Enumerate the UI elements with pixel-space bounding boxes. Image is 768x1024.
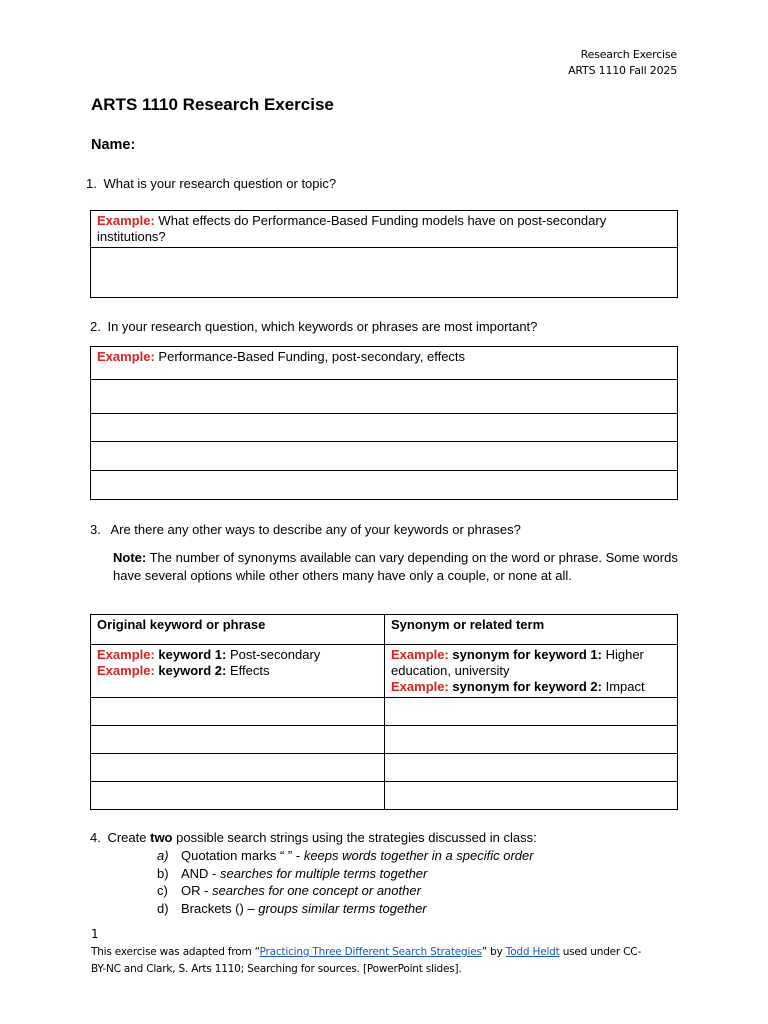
search-strategy-list (157, 847, 534, 917)
question-1-example-cell (91, 211, 678, 248)
example-synonym-2 (391, 679, 671, 695)
example-keyword-1 (97, 647, 378, 663)
question-2-example-text: Performance-Based Funding, post-secondary, effects (154, 349, 466, 364)
answer-cell[interactable] (91, 754, 385, 782)
list-item-description: keeps words together in a specific order (303, 848, 534, 863)
question-1-example-text: What effects do Performance-Based Funding models have on post-secondary institutions? (97, 213, 607, 244)
question-2 (90, 319, 537, 334)
synonym-label: synonym for keyword 2: (448, 679, 602, 694)
answer-cell[interactable] (385, 726, 678, 754)
list-item-term: Quotation marks “ ” - (181, 848, 304, 863)
question-4-number: 4. (90, 830, 101, 845)
list-item (157, 882, 534, 900)
keyword-value: Post-secondary (226, 647, 321, 662)
question-3-text: Are there any other ways to describe any of your keywords or phrases? (110, 522, 521, 537)
question-1 (86, 176, 336, 191)
question-3-number: 3. (90, 522, 101, 537)
header-line-1: Research Exercise (580, 48, 677, 61)
synonym-table (90, 614, 678, 810)
source-link[interactable]: Practicing Three Different Search Strategies (259, 946, 482, 958)
list-item-description: groups similar terms together (258, 900, 427, 916)
list-item-description: searches for one concept or another (212, 883, 421, 898)
example-label: Example: (391, 647, 449, 662)
list-item-term: OR - (181, 883, 213, 898)
footnote (91, 944, 651, 978)
note-text: The number of synonyms available can vary depending on the word or phrase. Some words have several options while other others many have only a couple, or none at all. (113, 550, 678, 583)
list-item (157, 847, 534, 865)
question-2-answer-table (90, 346, 678, 500)
footnote-text-middle: ” by (481, 946, 506, 958)
answer-cell[interactable] (91, 442, 678, 471)
footnote-text-end: used under CC-BY-NC and Clark, S. Arts 1110; Searching for sources. [PowerPoint slides]. (91, 946, 642, 975)
answer-cell[interactable] (91, 726, 385, 754)
list-item-label: a) (157, 848, 169, 863)
list-item (157, 900, 534, 918)
note-paragraph (113, 549, 683, 585)
list-item-label: c) (157, 883, 168, 898)
question-2-number: 2. (90, 319, 101, 334)
example-label: Example: (97, 349, 155, 364)
list-item-term: Brackets () – (181, 900, 259, 916)
list-item-term: AND - (181, 865, 220, 881)
note-label: Note: (113, 550, 147, 565)
column-header-synonym: Synonym or related term (385, 615, 678, 645)
answer-cell[interactable] (91, 380, 678, 414)
question-1-text: What is your research question or topic? (103, 176, 337, 191)
column-header-original: Original keyword or phrase (91, 615, 385, 645)
list-item-description: searches for multiple terms together (220, 865, 428, 881)
list-item-label: b) (157, 865, 169, 881)
question-1-answer-table (90, 210, 678, 298)
question-2-example-cell (91, 347, 678, 380)
synonym-label: synonym for keyword 1: (448, 647, 602, 662)
example-label: Example: (97, 663, 155, 678)
name-label: Name: (91, 137, 136, 153)
question-3 (90, 522, 521, 537)
keyword-label: keyword 1: (154, 647, 227, 662)
page-number: 1 (91, 927, 99, 941)
example-synonym-1 (391, 647, 671, 679)
list-item-label: d) (157, 900, 169, 916)
list-item (157, 865, 534, 883)
header-line-2: ARTS 1110 Fall 2025 (568, 64, 677, 77)
question-2-text: In your research question, which keywords or phrases are most important? (107, 319, 538, 334)
question-4-emphasis: two (150, 830, 173, 845)
keyword-label: keyword 2: (154, 663, 227, 678)
answer-cell[interactable] (385, 782, 678, 810)
question-4-text-start: Create (107, 830, 151, 845)
page-title: ARTS 1110 Research Exercise (91, 95, 334, 114)
answer-cell[interactable] (385, 754, 678, 782)
footnote-text-start: This exercise was adapted from “ (91, 946, 260, 958)
running-header (568, 47, 677, 79)
answer-cell[interactable] (91, 248, 678, 298)
question-4 (90, 830, 537, 845)
answer-cell[interactable] (91, 471, 678, 500)
example-label: Example: (97, 213, 155, 228)
synonym-value: Impact (601, 679, 645, 694)
example-keywords-cell (91, 645, 385, 698)
synonym-value: Higher education, university (391, 647, 644, 678)
example-label: Example: (391, 679, 449, 694)
example-synonyms-cell (385, 645, 678, 698)
answer-cell[interactable] (91, 782, 385, 810)
author-link[interactable]: Todd Heldt (505, 946, 560, 958)
answer-cell[interactable] (385, 698, 678, 726)
example-label: Example: (97, 647, 155, 662)
keyword-value: Effects (226, 663, 270, 678)
question-4-text-end: possible search strings using the strategies discussed in class: (172, 830, 537, 845)
answer-cell[interactable] (91, 698, 385, 726)
example-keyword-2 (97, 663, 378, 679)
answer-cell[interactable] (91, 414, 678, 442)
question-1-number: 1. (86, 176, 97, 191)
